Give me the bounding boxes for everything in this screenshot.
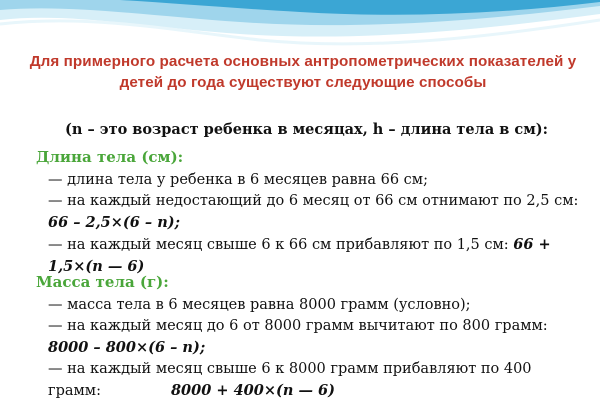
mass-rule-3	[44, 359, 584, 402]
length-rule-2	[44, 191, 584, 234]
length-rule-2-text: — на каждый недостающий до 6 месяц от 66 см отнимают по 2,5 см:	[48, 193, 579, 209]
length-rules	[44, 170, 584, 278]
slide-title: Для примерного расчета основных антропометрических показателей у детей до года существуют следующие способы	[29, 53, 577, 91]
mass-rule-2	[44, 316, 584, 359]
mass-rule-2-formula: 8000 – 800×(6 – n)	[48, 339, 200, 356]
mass-rule-3-text: — на каждый месяц свыше 6 к 8000 грамм прибавляют по 400 грамм:	[48, 361, 532, 399]
mass-rule-1: — масса тела в 6 месяцев равна 8000 грамм (условно);	[48, 297, 471, 313]
mass-rule-2-text: — на каждый месяц до 6 от 8000 грамм вычитают по 800 грамм:	[48, 318, 548, 334]
mass-heading: Масса тела (г):	[36, 273, 169, 291]
mass-rules	[44, 295, 584, 402]
length-heading: Длина тела (см):	[36, 148, 184, 166]
length-rule-2-end: ;	[174, 214, 180, 231]
mass-rule-2-end: ;	[199, 339, 206, 356]
length-rule-3	[44, 234, 584, 278]
length-rule-2-formula: 66 – 2,5×(6 – n)	[48, 214, 175, 231]
length-rule-1: — длина тела у ребенка в 6 месяцев равна 66 см;	[48, 172, 428, 188]
mass-rule-3-formula: 8000 + 400×(n — 6)	[170, 382, 335, 399]
length-rule-3-formula: 66 + 1,5×(n — 6)	[48, 236, 551, 275]
length-rule-3-text: — на каждый месяц свыше 6 к 66 см прибавляют по 1,5 см:	[48, 237, 514, 253]
variables-note: (n – это возраст ребенка в месяцах, h – длина тела в см):	[65, 121, 549, 138]
